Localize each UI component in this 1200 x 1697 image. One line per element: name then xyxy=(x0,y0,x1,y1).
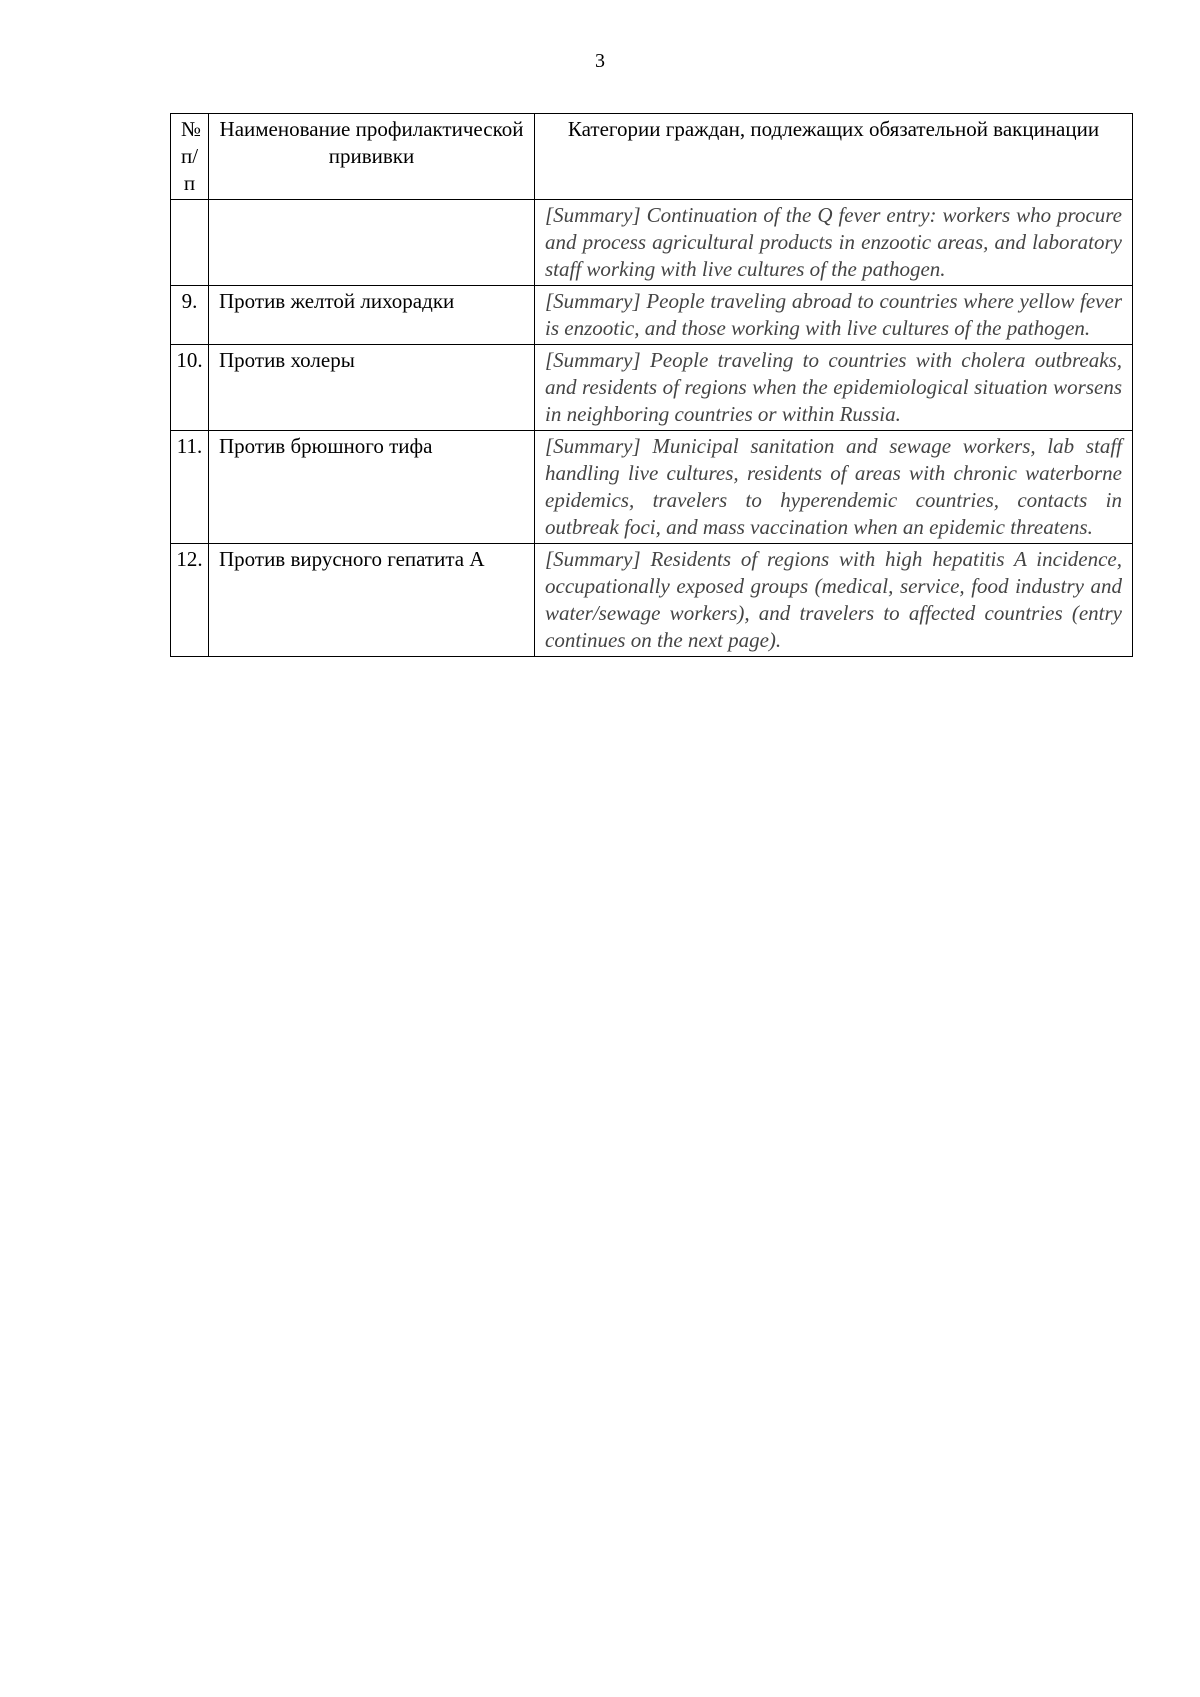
citizen-categories xyxy=(535,431,1133,544)
table-row xyxy=(171,345,1133,431)
header-name: Наименование профилактической прививки xyxy=(209,114,535,200)
citizen-categories xyxy=(535,200,1133,286)
category-summary: [Summary] Continuation of the Q fever entry: workers who procure and process agricultural products in enzootic areas, and laboratory staff working with live cultures of the pathogen. xyxy=(545,203,1122,281)
citizen-categories xyxy=(535,345,1133,431)
vaccination-table xyxy=(170,113,1133,657)
category-summary: [Summary] People traveling abroad to countries where yellow fever is enzootic, and those working with live cultures of the pathogen. xyxy=(545,289,1122,340)
table-header-row xyxy=(171,114,1133,200)
vaccine-name: Против вирусного гепатита А xyxy=(209,544,535,657)
citizen-categories xyxy=(535,286,1133,345)
table-row xyxy=(171,544,1133,657)
page-number: 3 xyxy=(595,50,605,72)
vaccine-name: Против желтой лихорадки xyxy=(209,286,535,345)
table-row xyxy=(171,431,1133,544)
header-categories: Категории граждан, подлежащих обязательной вакцинации xyxy=(535,114,1133,200)
header-num: № п/п xyxy=(171,114,209,200)
row-number: 12. xyxy=(171,544,209,657)
vaccine-name: Против холеры xyxy=(209,345,535,431)
row-number: 9. xyxy=(171,286,209,345)
category-summary: [Summary] Municipal sanitation and sewage workers, lab staff handling live cultures, residents of areas with chronic waterborne epidemics, travelers to hyperendemic countries, contacts in outbreak foci, and mass vaccination when an epidemic threatens. xyxy=(545,434,1122,539)
category-summary: [Summary] People traveling to countries with cholera outbreaks, and residents of regions when the epidemiological situation worsens in neighboring countries or within Russia. xyxy=(545,348,1122,426)
row-number: 11. xyxy=(171,431,209,544)
category-summary: [Summary] Residents of regions with high hepatitis A incidence, occupationally exposed groups (medical, service, food industry and water/sewage workers), and travelers to affected countries (entry continues on the next page). xyxy=(545,547,1122,652)
table-row xyxy=(171,286,1133,345)
vaccine-name: Против брюшного тифа xyxy=(209,431,535,544)
row-number xyxy=(171,200,209,286)
table-row xyxy=(171,200,1133,286)
citizen-categories xyxy=(535,544,1133,657)
vaccine-name xyxy=(209,200,535,286)
row-number: 10. xyxy=(171,345,209,431)
